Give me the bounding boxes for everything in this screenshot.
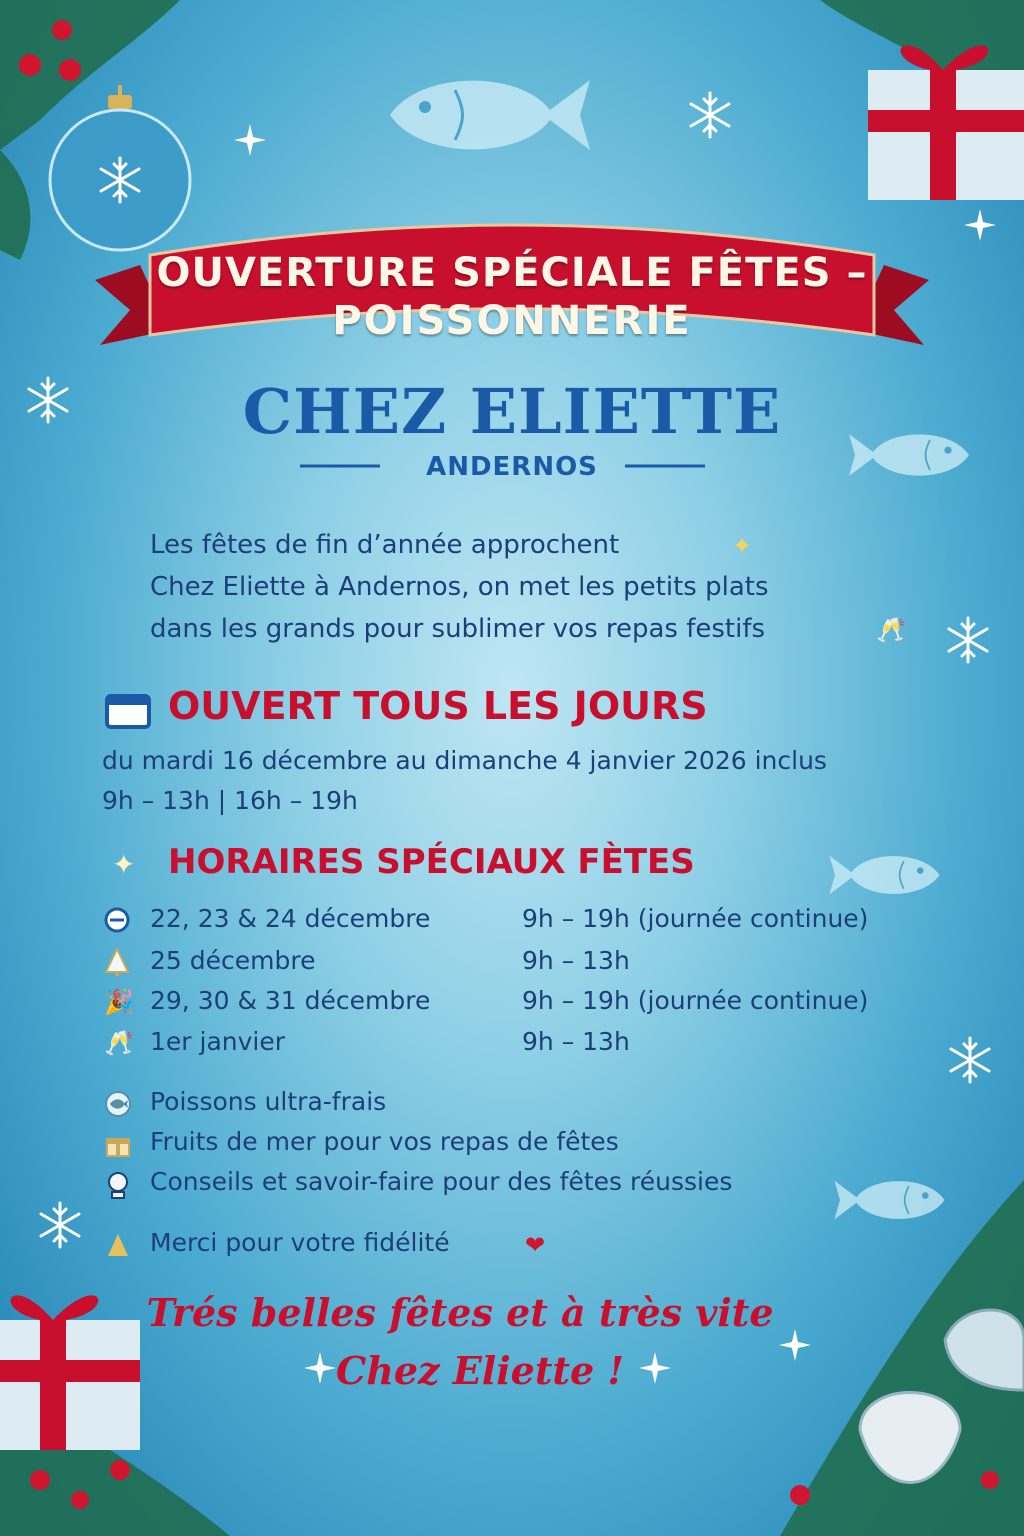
special-day-4: 1er janvier [150, 1027, 286, 1056]
clock-icon [104, 907, 130, 938]
banner-title-line1: OUVERTURE SPÉCIALE FÊTES – [156, 250, 868, 296]
gift-icon [104, 1130, 132, 1163]
shop-name: CHEZ ELIETTE [242, 375, 782, 448]
opening-dates: du mardi 16 décembre au dimanche 4 janvier 2026 inclus [102, 746, 827, 775]
feature-1: Poissons ultra-frais [150, 1087, 387, 1116]
special-hours-2: 9h – 13h [522, 946, 630, 975]
party-popper-icon: 🎉 [104, 988, 134, 1016]
special-day-1: 22, 23 & 24 décembre [150, 904, 431, 933]
closing-line-1: Trés belles fêtes et à très vite [146, 1290, 774, 1335]
open-every-day-heading: OUVERT TOUS LES JOURS [168, 684, 708, 728]
intro-line-2: Chez Eliette à Andernos, on met les petits plats [150, 572, 769, 602]
special-hours-4: 9h – 13h [522, 1027, 630, 1056]
sparkle-icon: ✦ [112, 848, 136, 881]
intro-line-1: Les fêtes de fin d’année approchent [150, 530, 620, 560]
feature-2: Fruits de mer pour vos repas de fêtes [150, 1127, 619, 1156]
opening-hours: 9h – 13h | 16h – 19h [102, 786, 358, 815]
heart-icon: ❤ [525, 1231, 546, 1259]
special-hours-heading: HORAIRES SPÉCIAUX FÈTES [168, 842, 695, 882]
special-hours-3: 9h – 19h (journée continue) [522, 986, 869, 1015]
fish-badge-icon [104, 1090, 132, 1123]
special-hours-1: 9h – 19h (journée continue) [522, 904, 869, 933]
sparkle-icon: ✦ [732, 532, 753, 560]
champagne-icon: 🥂 [104, 1029, 134, 1057]
banner-title-line2: POISSONNERIE [332, 298, 692, 344]
shop-town: ANDERNOS [426, 452, 598, 482]
special-day-3: 29, 30 & 31 décembre [150, 986, 431, 1015]
ornament-icon [50, 85, 190, 250]
christmas-tree-icon [104, 948, 130, 981]
calendar-icon [104, 690, 152, 735]
intro-line-3: dans les grands pour sublimer vos repas festifs [150, 614, 766, 644]
closing-line-2: Chez Eliette ! [335, 1348, 625, 1393]
special-day-2: 25 décembre [150, 946, 316, 975]
praying-hands-icon [104, 1232, 132, 1263]
thanks-message: Merci pour votre fidélité [150, 1228, 450, 1257]
champagne-icon: 🥂 [876, 616, 906, 644]
feature-3: Conseils et savoir-faire pour des fêtes réussies [150, 1167, 733, 1196]
chef-icon [104, 1170, 132, 1205]
